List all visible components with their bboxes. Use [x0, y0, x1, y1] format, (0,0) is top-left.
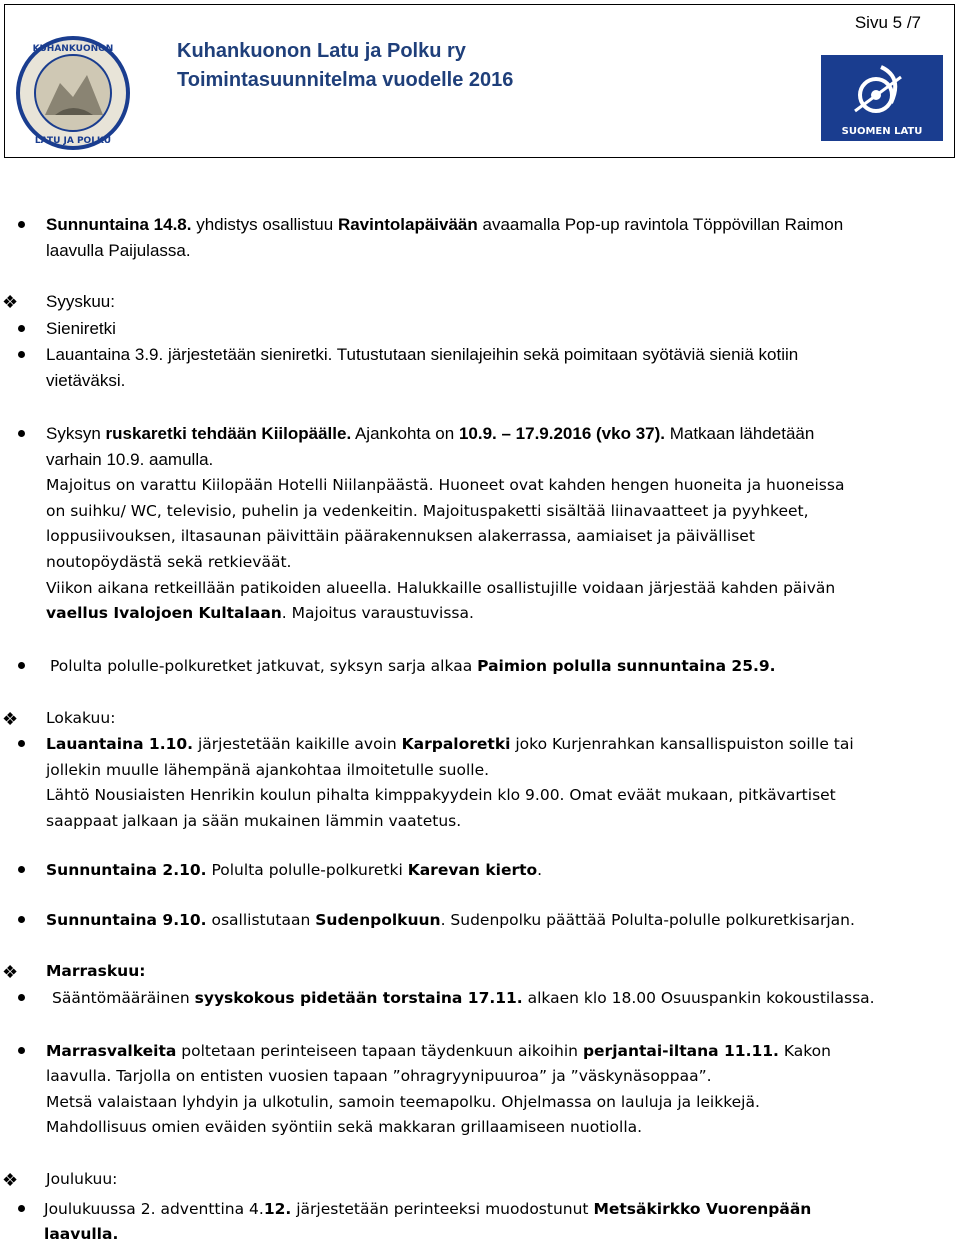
month-heading-syyskuu: Syyskuu:: [46, 292, 115, 311]
paragraph-metsakirkko: [44, 1196, 811, 1222]
paragraph-ruskaretki: [46, 421, 814, 447]
bullet-icon: [18, 325, 25, 332]
text-line: Majoitus on varattu Kiilopään Hotelli Niilanpäästä. Huoneet ovat kahden hengen huoneita ja huoneissa: [46, 476, 845, 494]
header-titles: [177, 37, 513, 95]
diamond-bullet-icon: ❖: [2, 1170, 19, 1190]
svg-text:SUOMEN LATU: SUOMEN LATU: [841, 126, 923, 137]
bold-text: Karevan kierto: [407, 861, 538, 879]
bullet-icon: [18, 351, 25, 358]
bold-text: Marraskuu:: [46, 962, 146, 980]
paragraph-polkuretket: [50, 653, 776, 679]
text-line: laavulla Paijulassa.: [46, 241, 191, 260]
paragraph-karevan-kierto: [46, 857, 542, 883]
bullet-icon: [18, 1205, 25, 1212]
text: järjestetään kaikille avoin: [193, 735, 402, 753]
bold-text: laavulla.: [44, 1225, 119, 1243]
month-heading-joulukuu: Joulukuu:: [46, 1170, 118, 1188]
paragraph-sudenpolku: [46, 907, 855, 933]
text-line: Lauantaina 3.9. järjestetään sieniretki. Tutustutaan sienilajeihin sekä poimitaan syötäviä sieniä kotiin: [46, 345, 799, 364]
association-logo: [15, 35, 131, 156]
paragraph-ravintolapaiva: [46, 212, 843, 238]
bold-text: Lauantaina 1.10.: [46, 735, 194, 753]
paragraph-marrasvalkeita: [46, 1038, 831, 1064]
bold-text: vaellus Ivalojoen Kultalaan: [46, 604, 282, 622]
text: joko Kurjenrahkan kansallispuiston soille tai: [510, 735, 854, 753]
diamond-bullet-icon: ❖: [2, 962, 19, 982]
text-line: [46, 600, 474, 626]
text-line: Sieniretki: [46, 319, 116, 338]
org-name: Kuhankuonon Latu ja Polku ry: [177, 40, 466, 62]
text: osallistutaan: [206, 911, 316, 929]
text-line: varhain 10.9. aamulla.: [46, 450, 214, 469]
text: Kakon: [778, 1042, 831, 1060]
paragraph-karpaloretki: [46, 731, 854, 757]
text-line: Mahdollisuus omien eväiden syöntiin sekä makkaran grillaamiseen nuotiolla.: [46, 1118, 643, 1136]
svg-text:LATU JA POLKU: LATU JA POLKU: [34, 136, 112, 146]
text-line: laavulla. Tarjolla on entisten vuosien tapaan ”ohragryynipuuroa” ja ”väskynäsoppaa”.: [46, 1067, 712, 1085]
bold-text: syyskokous pidetään torstaina 17.11.: [194, 989, 523, 1007]
bullet-icon: [18, 662, 25, 669]
month-heading-marraskuu: [46, 958, 145, 984]
bullet-icon: [18, 866, 25, 873]
text: poltetaan perinteiseen tapaan täydenkuun aikoihin: [176, 1042, 583, 1060]
text-line: Lähtö Nousiaisten Henrikin koulun pihalta kimppakyydein klo 9.00. Omat eväät mukaan, pitkävartiset: [46, 786, 836, 804]
text-line: saappaat jalkaan ja sään mukainen lämmin vaatetus.: [46, 812, 462, 830]
suomen-latu-logo: [821, 55, 943, 146]
text-line: Viikon aikana retkeillään patikoiden alueella. Halukkaille osallistujille voidaan järjestää kahden päivän: [46, 579, 836, 597]
text-line: Metsä valaistaan lyhdyin ja ulkotulin, samoin teemapolku. Ohjelmassa on lauluja ja leikkejä.: [46, 1093, 760, 1111]
bullet-icon: [18, 430, 25, 437]
paragraph-syyskokous: [52, 985, 875, 1011]
bullet-icon: [18, 916, 25, 923]
bold-text: Ravintolapäivään: [337, 215, 478, 234]
text-line: jollekin muulle lähempänä ajankohtaa ilmoitetulle suolle.: [46, 761, 490, 779]
diamond-bullet-icon: ❖: [2, 292, 19, 312]
bold-text: ruskaretki tehdään Kiilopäälle.: [105, 424, 352, 443]
svg-text:KUHANKUONON: KUHANKUONON: [32, 44, 114, 54]
month-heading-lokakuu: Lokakuu:: [46, 709, 116, 727]
text: Ajankohta on: [351, 424, 459, 443]
text: Polulta polulle-polkuretket jatkuvat, syksyn sarja alkaa: [50, 657, 478, 675]
text: avaamalla Pop-up ravintola Töppövillan Raimon: [477, 215, 844, 234]
text-line: vietäväksi.: [46, 371, 126, 390]
bold-text: Sunnuntaina 9.10.: [46, 911, 207, 929]
text-line: loppusiivouksen, iltasaunan päivittäin päärakennuksen alakerrassa, aamiaiset ja päivälliset: [46, 527, 755, 545]
bullet-icon: [18, 740, 25, 747]
bold-text: 10.9. – 17.9.2016 (vko 37).: [458, 424, 665, 443]
page-header: [4, 4, 955, 158]
bold-text: Sunnuntaina 14.8.: [46, 215, 192, 234]
text-line: [44, 1221, 118, 1247]
bold-text: Paimion polulla sunnuntaina 25.9.: [477, 657, 776, 675]
text: . Sudenpolku päättää Polulta-polulle polkuretkisarjan.: [440, 911, 855, 929]
text: Matkaan lähdetään: [665, 424, 815, 443]
bullet-icon: [18, 1047, 25, 1054]
bold-text: Marrasvalkeita: [46, 1042, 177, 1060]
bold-text: perjantai-iltana 11.11.: [582, 1042, 779, 1060]
bold-text: Sunnuntaina 2.10.: [46, 861, 207, 879]
page-number: Sivu 5 /7: [854, 13, 921, 32]
text-line: noutopöydästä sekä retkieväät.: [46, 553, 292, 571]
bold-text: 12.: [263, 1200, 292, 1218]
bold-text: Metsäkirkko Vuorenpään: [593, 1200, 812, 1218]
bullet-icon: [18, 221, 25, 228]
text: Sääntömääräinen: [52, 989, 195, 1007]
plan-title: Toimintasuunnitelma vuodelle 2016: [177, 69, 514, 91]
text: Syksyn: [46, 424, 106, 443]
text: . Majoitus varaustuvissa.: [281, 604, 474, 622]
text: järjestetään perinteeksi muodostunut: [291, 1200, 594, 1218]
bullet-icon: [18, 994, 25, 1001]
text-line: on suihku/ WC, televisio, puhelin ja vedenkeitin. Majoituspaketti sisältää liinavaatteet ja pyyhkeet,: [46, 502, 809, 520]
text: Joulukuussa 2. adventtina 4.: [44, 1200, 264, 1218]
text: .: [537, 861, 543, 879]
text: yhdistys osallistuu: [191, 215, 338, 234]
bold-text: Sudenpolkuun: [315, 911, 441, 929]
diamond-bullet-icon: ❖: [2, 709, 19, 729]
text: Polulta polulle-polkuretki: [206, 861, 408, 879]
bold-text: Karpaloretki: [401, 735, 511, 753]
text: alkaen klo 18.00 Osuuspankin kokoustilassa.: [522, 989, 875, 1007]
